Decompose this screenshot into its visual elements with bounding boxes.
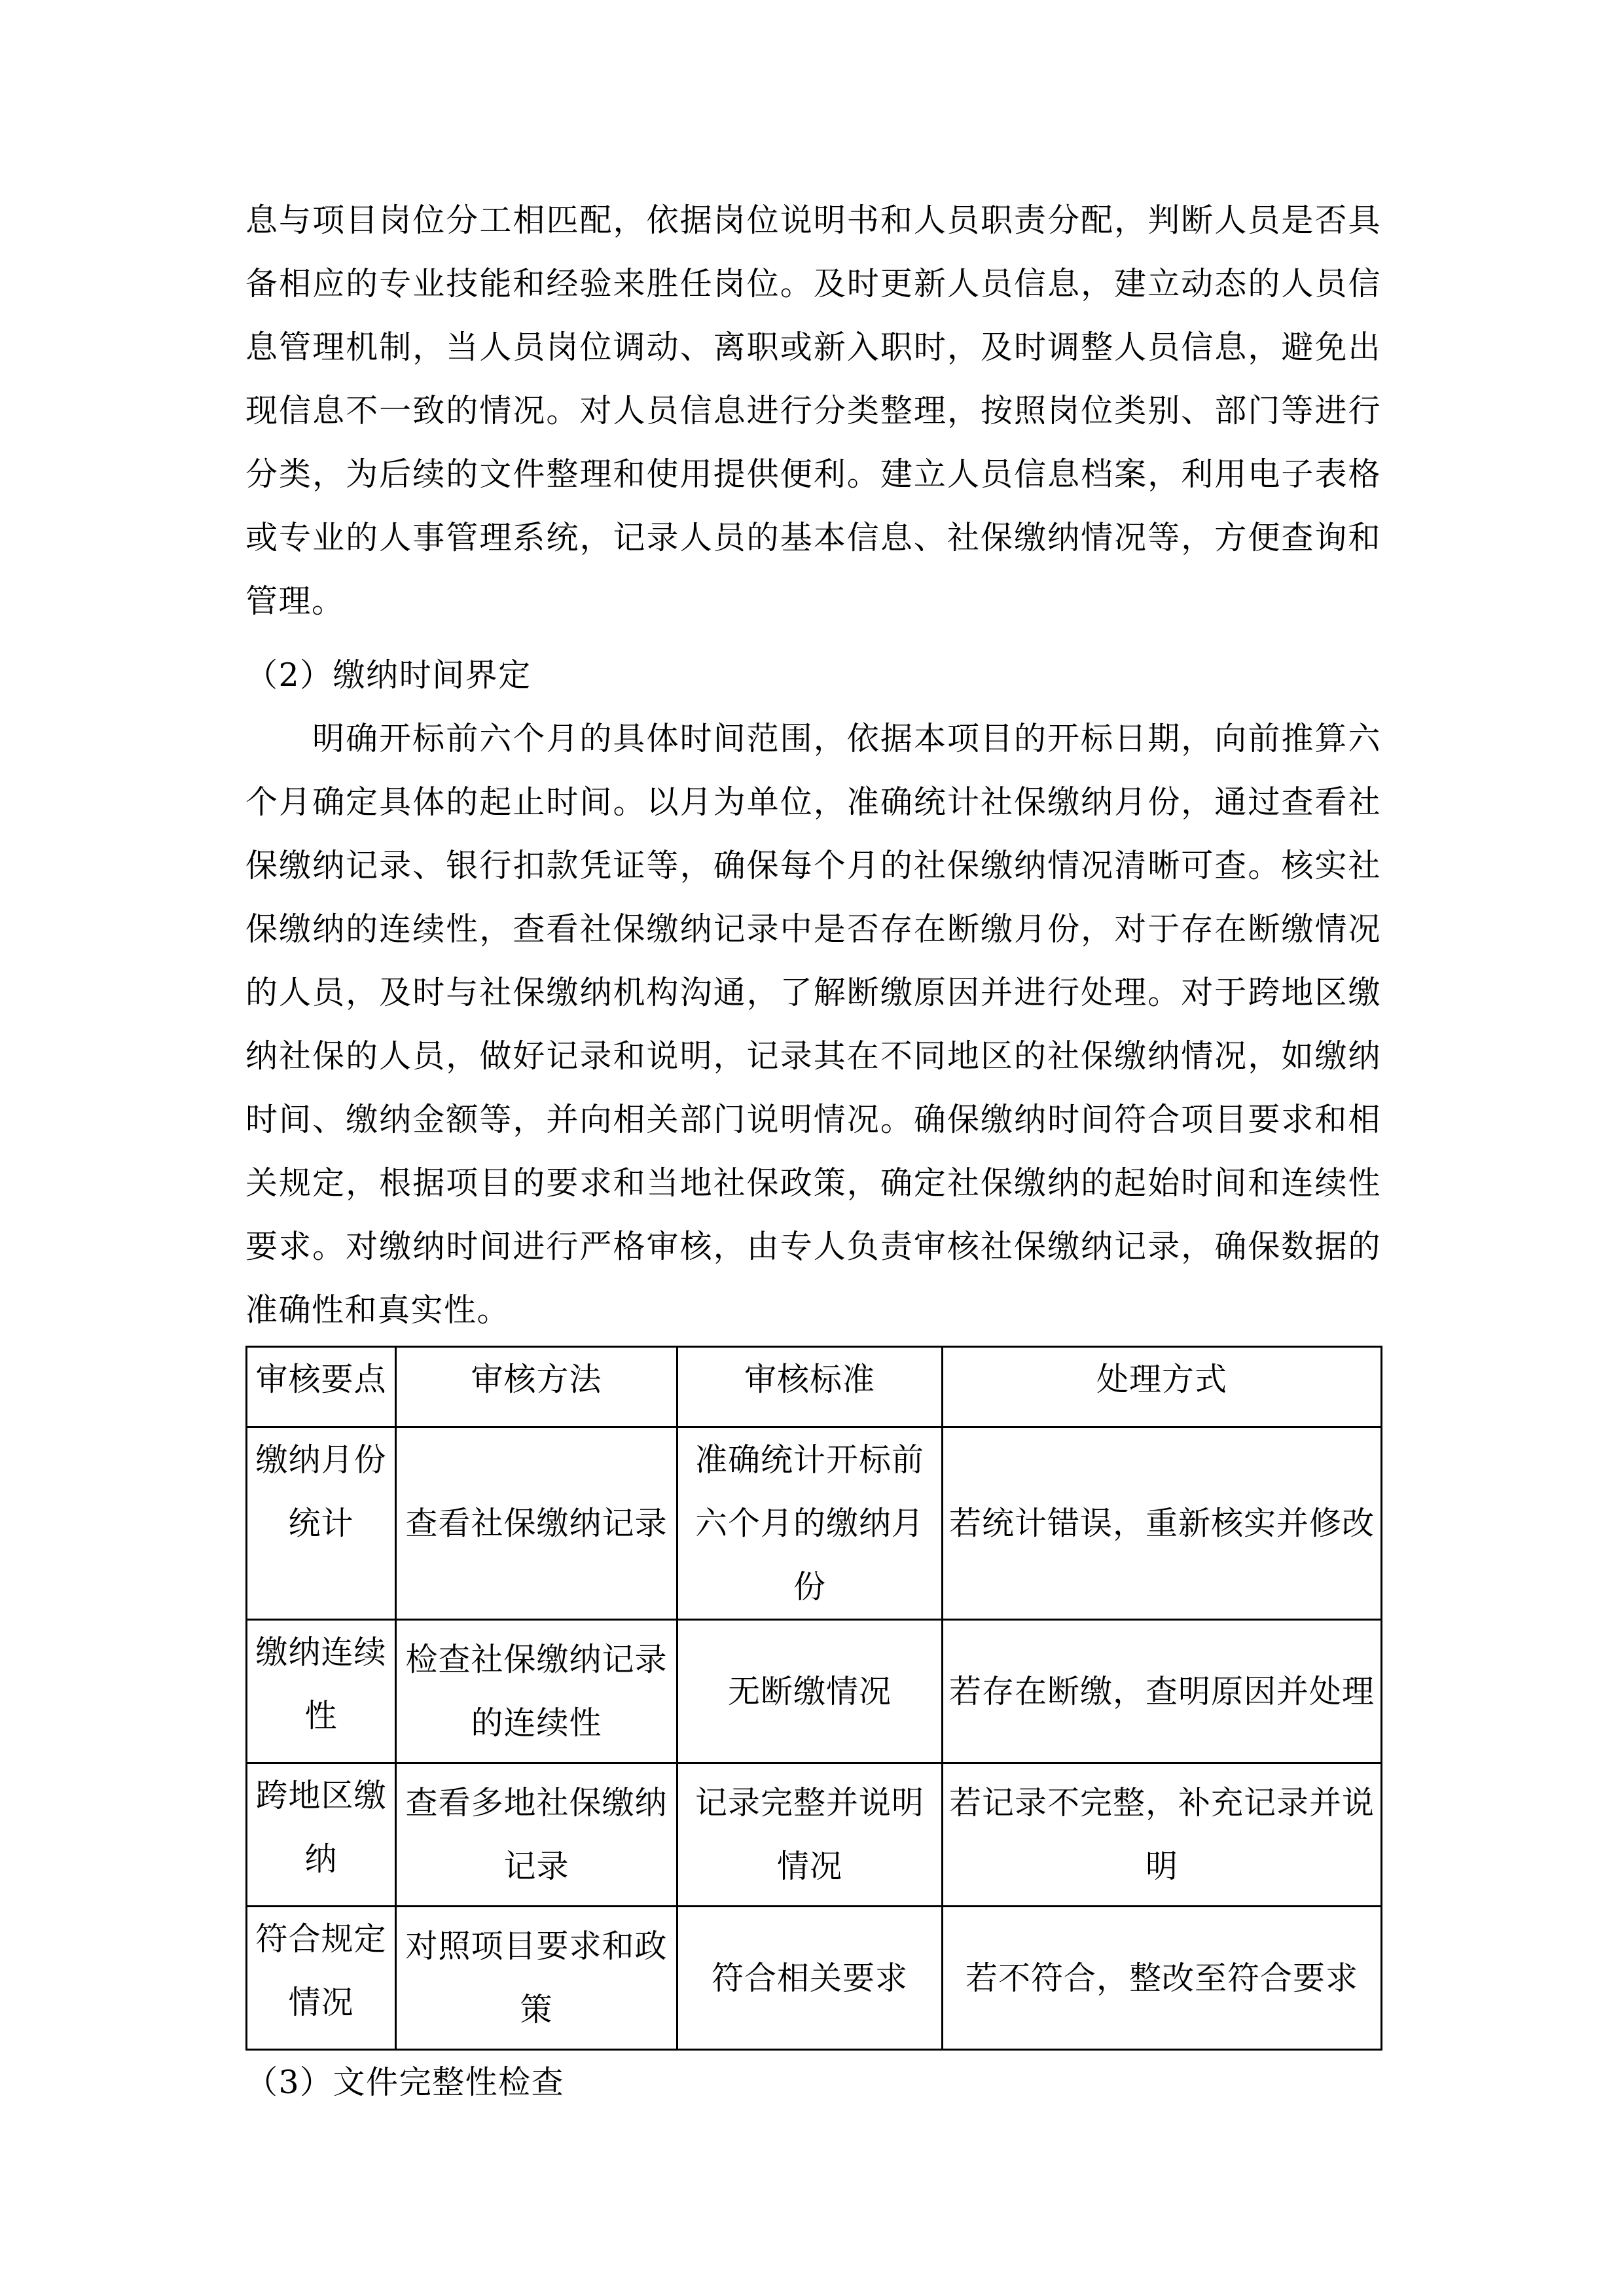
table-row: [247, 1907, 1382, 2050]
table-row: [247, 1763, 1382, 1907]
cell-audit-standard: 准确统计开标前六个月的缴纳月份: [677, 1427, 943, 1620]
table-row: [247, 1427, 1382, 1620]
header-cell-handling: 处理方式: [943, 1347, 1382, 1427]
cell-audit-point: 缴纳连续性: [247, 1620, 396, 1763]
cell-handling: 若存在断缴，查明原因并处理: [943, 1620, 1382, 1763]
audit-table: [245, 1346, 1382, 2051]
section-3-heading: （3）文件完整性检查: [245, 2064, 565, 2101]
header-cell-audit-method: 审核方法: [396, 1347, 677, 1427]
cell-handling: 若统计错误，重新核实并修改: [943, 1427, 1382, 1620]
cell-audit-method: 对照项目要求和政策: [396, 1907, 677, 2050]
cell-handling: 若不符合，整改至符合要求: [943, 1907, 1382, 2050]
intro-paragraph: 息与项目岗位分工相匹配，依据岗位说明书和人员职责分配，判断人员是否具备相应的专业技能和经验来胜任岗位。及时更新人员信息，建立动态的人员信息管理机制，当人员岗位调动、离职或新入职时，及时调整人员信息，避免出现信息不一致的情况。对人员信息进行分类整理，按照岗位类别、部门等进行分类，为后续的文件整理和使用提供便利。建立人员信息档案，利用电子表格或专业的人事管理系统，记录人员的基本信息、社保缴纳情况等，方便查询和管理。: [245, 202, 1381, 620]
cell-audit-method: 查看社保缴纳记录: [396, 1427, 677, 1620]
cell-audit-method: 检查社保缴纳记录的连续性: [396, 1620, 677, 1763]
cell-audit-point: 符合规定情况: [247, 1907, 396, 2050]
table-header-row: [247, 1347, 1382, 1427]
header-cell-audit-standard: 审核标准: [677, 1347, 943, 1427]
document-page: [245, 188, 1381, 2114]
cell-audit-point: 缴纳月份统计: [247, 1427, 396, 1620]
cell-audit-point: 跨地区缴纳: [247, 1763, 396, 1907]
table-row: [247, 1620, 1382, 1763]
section-2-heading: （2）缴纳时间界定: [245, 656, 532, 694]
cell-audit-standard: 符合相关要求: [677, 1907, 943, 2050]
section-2-paragraph: 明确开标前六个月的具体时间范围，依据本项目的开标日期，向前推算六个月确定具体的起止时间。以月为单位，准确统计社保缴纳月份，通过查看社保缴纳记录、银行扣款凭证等，确保每个月的社保缴纳情况清晰可查。核实社保缴纳的连续性，查看社保缴纳记录中是否存在断缴月份，对于存在断缴情况的人员，及时与社保缴纳机构沟通，了解断缴原因并进行处理。对于跨地区缴纳社保的人员，做好记录和说明，记录其在不同地区的社保缴纳情况，如缴纳时间、缴纳金额等，并向相关部门说明情况。确保缴纳时间符合项目要求和相关规定，根据项目的要求和当地社保政策，确定社保缴纳的起始时间和连续性要求。对缴纳时间进行严格审核，由专人负责审核社保缴纳记录，确保数据的准确性和真实性。: [245, 720, 1381, 1329]
cell-handling: 若记录不完整，补充记录并说明: [943, 1763, 1382, 1907]
header-cell-audit-point: 审核要点: [247, 1347, 396, 1427]
cell-audit-standard: 记录完整并说明情况: [677, 1763, 943, 1907]
cell-audit-method: 查看多地社保缴纳记录: [396, 1763, 677, 1907]
cell-audit-standard: 无断缴情况: [677, 1620, 943, 1763]
